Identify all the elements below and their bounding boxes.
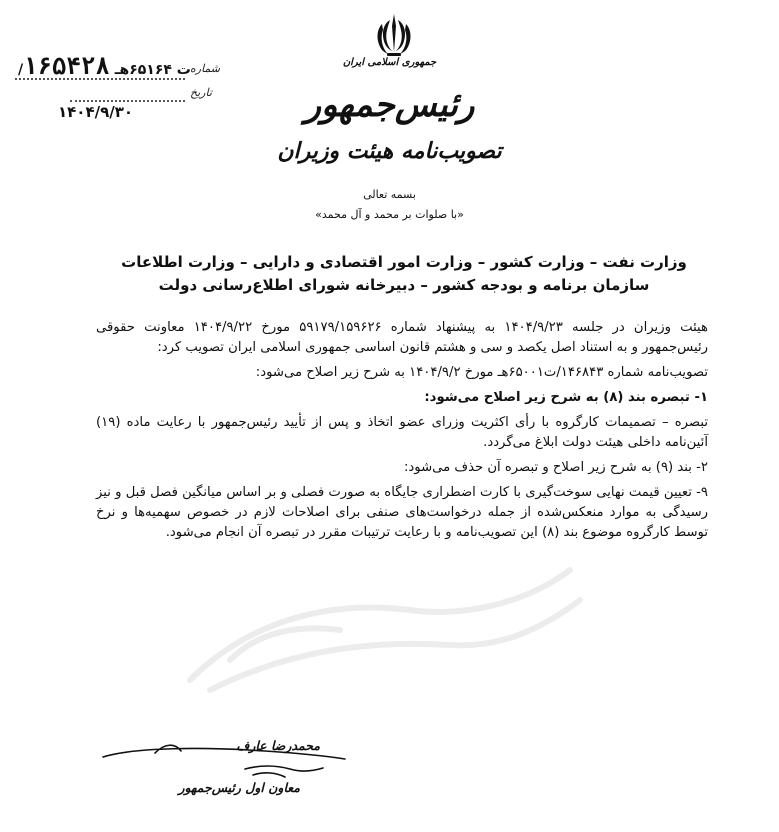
letter-number-suffix: /ت ۶۵۱۶۴هـ	[18, 62, 191, 78]
basmala: بسمه تعالی	[363, 188, 416, 201]
body-item-1-text: تبصره – تصمیمات کارگروه با رأی اکثریت وزرای عضو اتخاذ و پس از تأیید رئیس‌جمهور با رعایت ماده (۱۹) آئین‌نامه داخلی هیئت دولت ابلاغ می‌گردد.	[96, 415, 708, 450]
signature-block	[95, 735, 355, 825]
recipients-line-2: سازمان برنامه و بودجه کشور – دبیرخانه شورای اطلاع‌رسانی دولت	[158, 276, 650, 294]
salavat: «با صلوات بر محمد و آل محمد»	[315, 208, 464, 221]
recipients-line-1: وزارت نفت – وزارت کشور – وزارت امور اقتصادی و دارایی – وزارت اطلاعات	[121, 253, 687, 271]
letter-date: ۱۴۰۴/۹/۳۰	[58, 103, 134, 121]
republic-title: جمهوری اسلامی ایران	[342, 57, 437, 68]
number-dotted-line	[15, 78, 185, 80]
body-amendment: تصویب‌نامه شماره ۱۴۶۸۴۳/ت۶۵۰۰۱هـ مورخ ۱۴۰۴/۹/۲ به شرح زیر اصلاح می‌شود:	[255, 365, 708, 380]
letter-number-value: ۱۶۵۴۲۸	[23, 52, 110, 80]
body-item-2-heading: ۲- بند (۹) به شرح زیر اصلاح و تبصره آن حذف می‌شود:	[403, 460, 708, 475]
president-title: رئیس‌جمهور	[304, 85, 475, 125]
body-intro: هیئت وزیران در جلسه ۱۴۰۴/۹/۲۳ به پیشنهاد شماره ۵۹۱۷۹/۱۵۹۶۲۶ مورخ ۱۴۰۴/۹/۲۲ معاونت حقوقی رئیس‌جمهور و به استناد اصل یکصد و سی و هشتم قانون اساسی جمهوری اسلامی ایران تصویب کرد:	[96, 320, 708, 355]
decree-body	[96, 318, 708, 548]
date-label: تاریخ	[190, 86, 212, 99]
signatory-name: محمدرضا عارف	[236, 738, 320, 753]
number-label: شماره	[190, 62, 221, 75]
body-item-1-heading: ۱- تبصره بند (۸) به شرح زیر اصلاح می‌شود:	[424, 390, 708, 405]
body-item-2-text: ۹- تعیین قیمت نهایی سوخت‌گیری با کارت اضطراری جایگاه به صورت فصلی و بر اساس میانگین فصل قبل و نیز رسیدگی به موارد منعکس‌شده از جمله درخواست‌های صنفی برای اصلاحات لازم در خصوص سهمیه‌ها و نرخ توسط کارگروه موضوع بند (۸) این تصویب‌نامه و با رعایت ترتیبات مقرر در تبصره آن انجام می‌شود.	[96, 485, 708, 540]
recipients	[100, 251, 708, 297]
cabinet-decree-title: تصویب‌نامه هیئت وزیران	[277, 138, 502, 164]
signatory-title: معاون اول رئیس‌جمهور	[178, 780, 300, 795]
watermark	[170, 560, 590, 700]
iran-emblem-icon	[373, 12, 415, 58]
